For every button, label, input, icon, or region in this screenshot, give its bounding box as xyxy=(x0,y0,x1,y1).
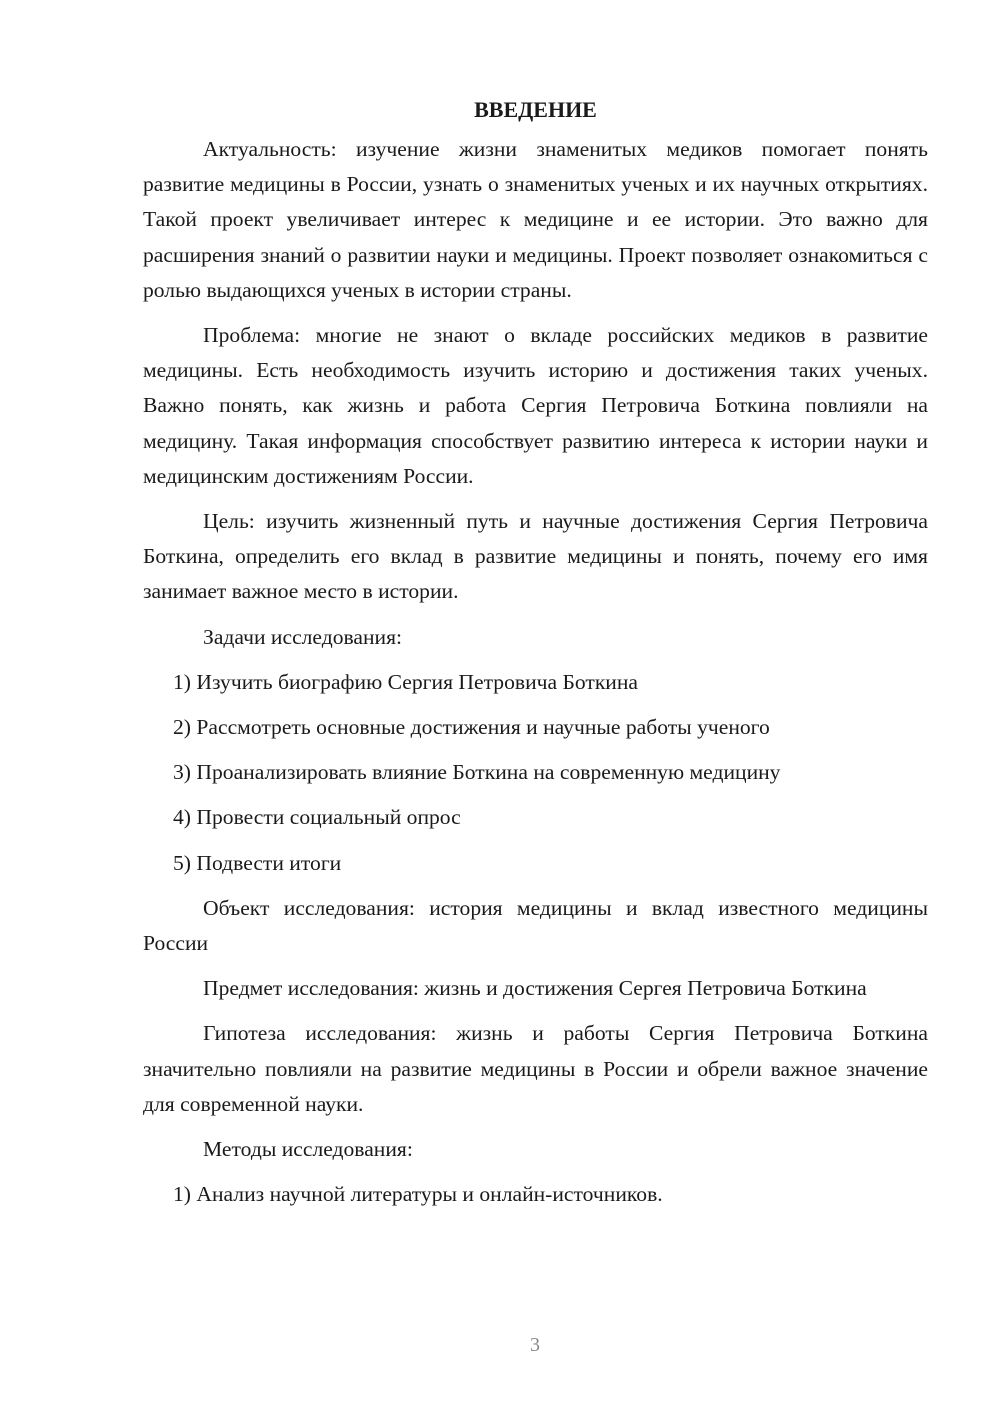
methods-list xyxy=(143,1177,928,1212)
list-item: 3) Проанализировать влияние Боткина на современную медицину xyxy=(173,760,781,785)
problem-paragraph: Проблема: многие не знают о вкладе российских медиков в развитие медицины. Есть необходимость изучить историю и достижения таких ученых. Важно понять, как жизнь и работа Сергия Петровича Боткина повлияли на медицину. Такая информация способствует развитию интереса к истории науки и медицинским достижениям России. xyxy=(143,323,928,488)
object-paragraph: Объект исследования: история медицины и вклад известного медицины России xyxy=(143,895,928,956)
section-title: ВВЕДЕНИЕ xyxy=(474,97,597,122)
methods-heading: Методы исследования: xyxy=(203,1137,413,1162)
list-item: 4) Провести социальный опрос xyxy=(173,805,461,830)
list-item: 5) Подвести итоги xyxy=(173,850,342,875)
page-number: 3 xyxy=(530,1334,540,1356)
list-item: 1) Анализ научной литературы и онлайн-источников. xyxy=(173,1182,663,1207)
hypothesis-paragraph: Гипотеза исследования: жизнь и работы Сергия Петровича Боткина значительно повлияли на развитие медицины в России и обрели важное значение для современной науки. xyxy=(143,1021,928,1116)
tasks-heading: Задачи исследования: xyxy=(203,624,403,649)
relevance-paragraph: Актуальность: изучение жизни знаменитых медиков помогает понять развитие медицины в России, узнать о знаменитых ученых и их научных открытиях. Такой проект увеличивает интерес к медицине и ее истории. Это важно для расширения знаний о развитии науки и медицины. Проект позволяет ознакомиться с ролью выдающихся ученых в истории страны. xyxy=(143,137,928,302)
list-item: 1) Изучить биографию Сергия Петровича Боткина xyxy=(173,669,639,694)
list-item: 2) Рассмотреть основные достижения и научные работы ученого xyxy=(173,715,770,740)
document-page xyxy=(143,92,928,1222)
goal-paragraph: Цель: изучить жизненный путь и научные достижения Сергия Петровича Боткина, определить его вклад в развитие медицины и понять, почему его имя занимает важное место в истории. xyxy=(143,509,928,604)
tasks-list xyxy=(143,665,928,881)
subject-paragraph: Предмет исследования: жизнь и достижения Сергея Петровича Боткина xyxy=(203,976,867,1001)
